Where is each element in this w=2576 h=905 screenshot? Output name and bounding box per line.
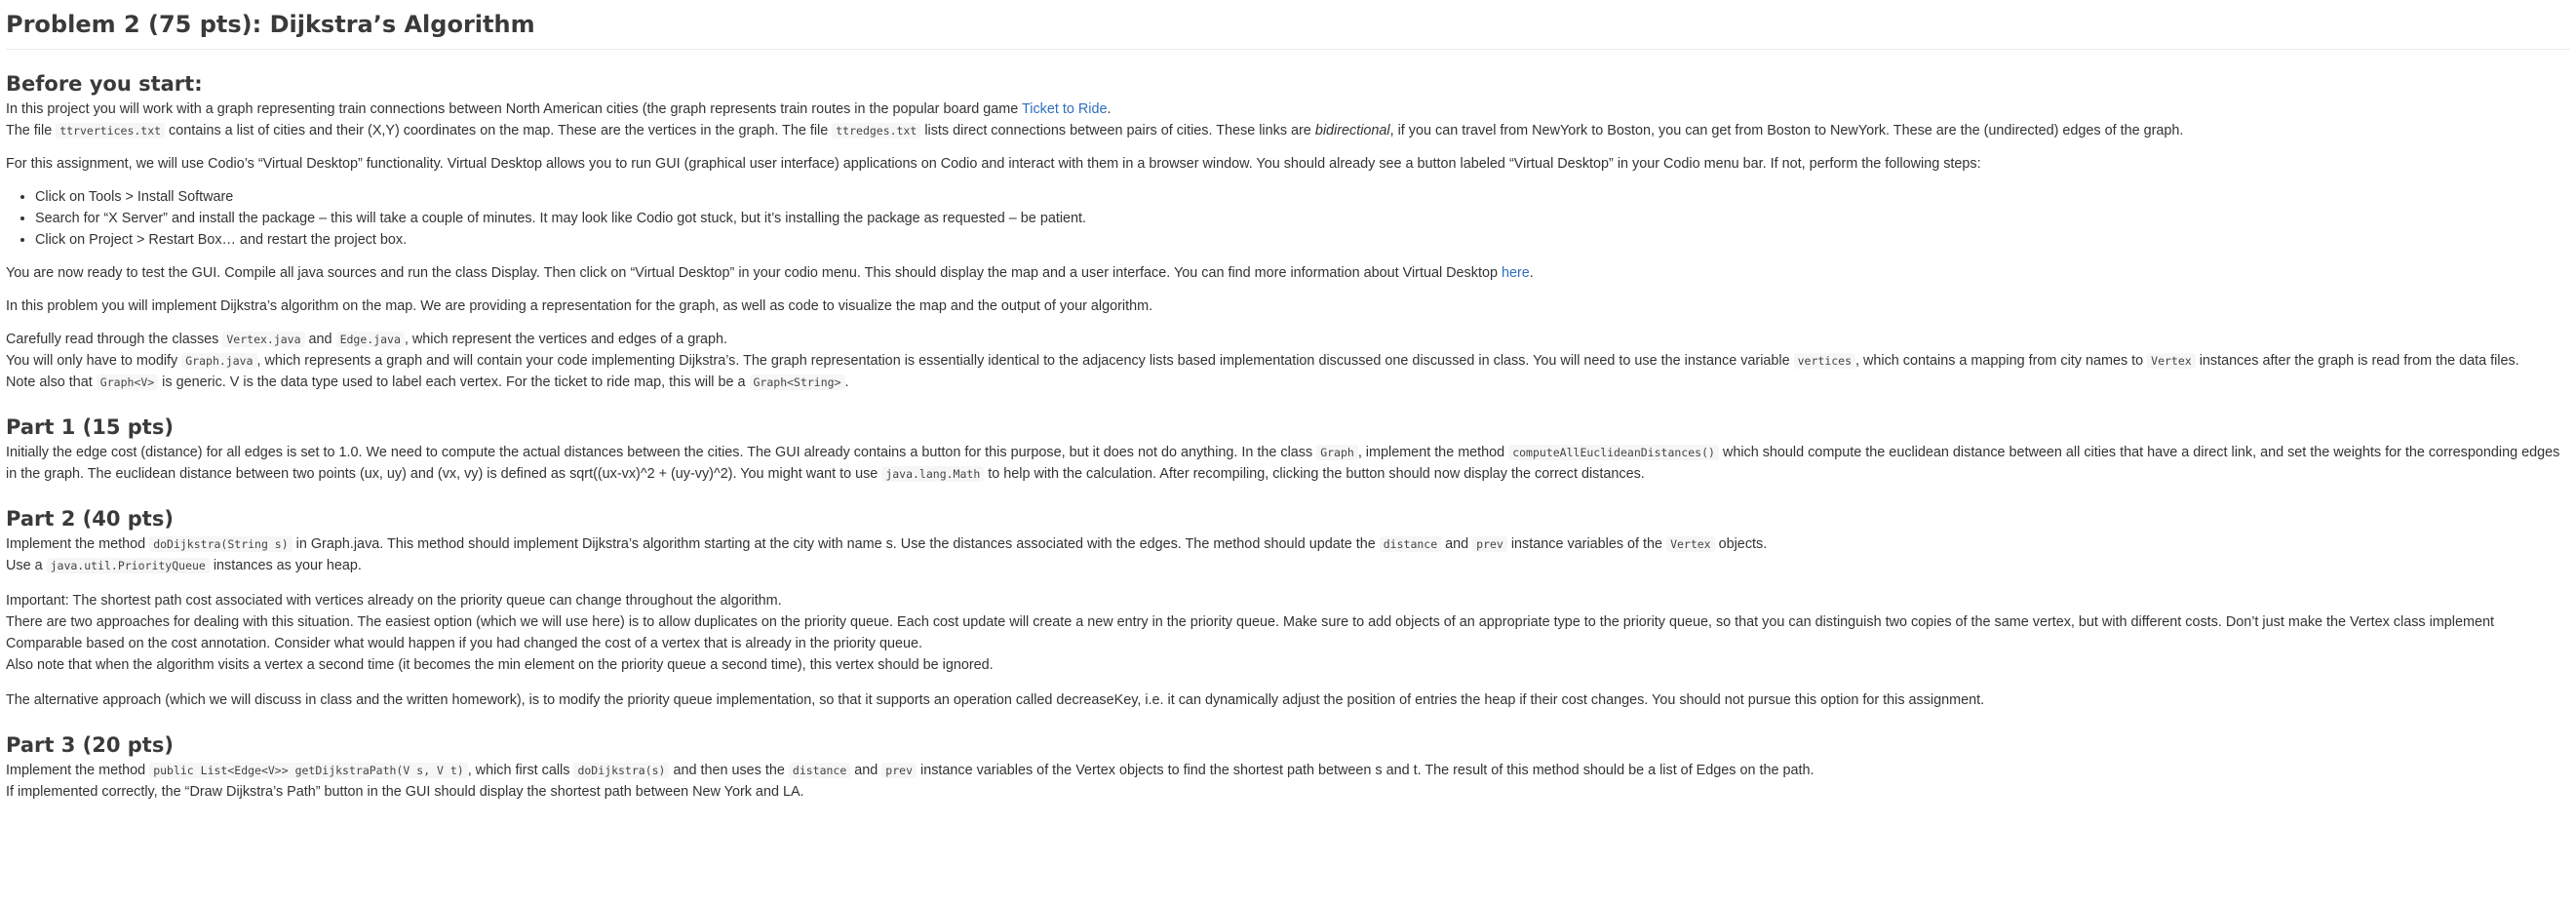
virtual-desktop-info-link[interactable]: here (1501, 265, 1530, 281)
setup-steps-list (6, 186, 2570, 251)
ticket-to-ride-link[interactable]: Ticket to Ride (1022, 101, 1108, 117)
section-part-3 (6, 730, 2570, 803)
heading-before-you-start: Before you start: (6, 72, 203, 96)
code-prev: prev (1472, 536, 1507, 552)
code-priority-queue: java.util.PriorityQueue (47, 558, 210, 573)
code-edge-java: Edge.java (336, 332, 405, 347)
virtual-desktop-paragraph: For this assignment, we will use Codio’s “Virtual Desktop” functionality. Virtual Desktop allows you to run GUI (graphical user interface) applications on Codio and interact with them in a browser window. You should already see a button labeled “Virtual Desktop” in your Codio menu bar. If not, perform the following steps: (6, 156, 1981, 172)
setup-step: • Click on Project > Restart Box… and restart the project box. (35, 229, 2570, 251)
intro-paragraph: In this project you will work with a graph representing train connections between North American cities (the graph represents train routes in the popular board game Ticket to Ride. The file ttrvertices.txt contains a list of cities and their (X,Y) coordinates on the map. These are the vertices in the graph. The file ttredges.txt lists direct connections between pairs of cities. These links are bidirectional, if you can travel from NewYork to Boston, you can get from Boston to NewYork. These are the (undirected) edges of the graph. (6, 101, 2184, 138)
test-gui-paragraph: You are now ready to test the GUI. Compile all java sources and run the class Display. Then click on “Virtual Desktop” in your codio menu. This should display the map and a user interface. You can find more information about Virtual Desktop here. (6, 265, 1534, 281)
code-vertex: Vertex (2147, 353, 2196, 369)
code-ttrvertices: ttrvertices.txt (56, 123, 165, 138)
important-paragraph: Important: The shortest path cost associated with vertices already on the priority queue can change throughout the algorithm. There are two approaches for dealing with this situation. The easiest option (which we will use here) is to allow duplicates on the priority queue. Each cost update will create a new entry in the priority queue. Make sure to add objects of an appropriate type to the priority queue, so that you can distinguish two copies of the same vertex, but with different costs. Don’t just make the Vertex class implement Comparable based on the cost annotation. Consider what would happen if you had changed the cost of a vertex that is already in the priority queue. Also note that when the algorithm visits a vertex a second time (it becomes the min element on the priority queue a second time), this vertex should be ignored. (6, 593, 2494, 673)
code-do-dijkstra-s: doDijkstra(s) (573, 763, 669, 778)
implement-paragraph: In this problem you will implement Dijkstra’s algorithm on the map. We are providing a representation for the graph, as well as code to visualize the map and the output of your algorithm. (6, 298, 1153, 314)
code-distance: distance (789, 763, 850, 778)
code-prev: prev (881, 763, 917, 778)
code-compute-distances: computeAllEuclideanDistances() (1508, 445, 1719, 460)
setup-step: • Search for “X Server” and install the package – this will take a couple of minutes. It may look like Codio got stuck, but it’s installing the package as requested – be patient. (35, 208, 2570, 229)
page-title: Problem 2 (75 pts): Dijkstra’s Algorithm (6, 0, 2570, 50)
section-before-you-start (6, 69, 2570, 393)
code-do-dijkstra: doDijkstra(String s) (149, 536, 292, 552)
setup-step: • Click on Tools > Install Software (35, 186, 2570, 208)
section-part-1 (6, 413, 2570, 485)
code-get-dijkstra-path: public List<Edge<V>> getDijkstraPath(V s, V t) (149, 763, 468, 778)
heading-part-3: Part 3 (20 pts) (6, 733, 174, 757)
part-1-paragraph: Initially the edge cost (distance) for all edges is set to 1.0. We need to compute the actual distances between the cities. The GUI already contains a button for this purpose, but it does not do anything. In the class Graph , implement the method computeAllEuclideanDistances() which should compute the euclidean distance between all cities that have a direct link, and set the weights for the corresponding edges in the graph. The euclidean distance between two points (ux, uy) and (vx, vy) is defined as sqrt((ux-vx)^2 + (uy-vy)^2). You might want to use java.lang.Math to help with the calculation. After recompiling, clicking the button should now display the correct distances. (6, 445, 2560, 482)
heading-part-1: Part 1 (15 pts) (6, 415, 174, 439)
alternative-approach-paragraph: The alternative approach (which we will discuss in class and the written homework), is to modify the priority queue implementation, so that it supports an operation called decreaseKey, i.e. it can dynamically adjust the position of entries the heap if their cost changes. You should not pursue this option for this assignment. (6, 692, 1985, 708)
code-graph: Graph (1316, 445, 1358, 460)
code-java-lang-math: java.lang.Math (881, 466, 984, 482)
code-ttredges: ttredges.txt (832, 123, 920, 138)
code-vertex-java: Vertex.java (222, 332, 304, 347)
code-vertices: vertices (1794, 353, 1855, 369)
classes-paragraph: Carefully read through the classes Vertex.java and Edge.java , which represent the vertices and edges of a graph. You will only have to modify Graph.java , which represents a graph and will contain your code implementing Dijkstra’s. The graph representation is essentially identical to the adjacency lists based implementation discussed one discussed in class. You will need to use the instance variable vertices , which contains a mapping from city names to Vertex instances after the graph is read from the data files. Note also that Graph<V> is generic. V is the data type used to label each vertex. For the ticket to ride map, this will be a Graph<String> . (6, 332, 2519, 390)
section-part-2 (6, 504, 2570, 711)
part-2-paragraph: Implement the method doDijkstra(String s) in Graph.java. This method should implement Dijkstra’s algorithm starting at the city with name s. Use the distances associated with the edges. The method should update the distance and prev instance variables of the Vertex objects. Use a java.util.PriorityQueue instances as your heap. (6, 536, 1768, 573)
code-vertex: Vertex (1666, 536, 1715, 552)
code-graph-string: Graph<String> (750, 374, 845, 390)
code-graph-java: Graph.java (181, 353, 256, 369)
code-graph-v: Graph<V> (97, 374, 158, 390)
heading-part-2: Part 2 (40 pts) (6, 507, 174, 531)
code-distance: distance (1380, 536, 1441, 552)
part-3-paragraph: Implement the method public List<Edge<V>> getDijkstraPath(V s, V t) , which first calls doDijkstra(s) and then uses the distance and prev instance variables of the Vertex objects to find the shortest path between s and t. The result of this method should be a list of Edges on the path. If implemented correctly, the “Draw Dijkstra’s Path” button in the GUI should display the shortest path between New York and LA. (6, 763, 1815, 800)
